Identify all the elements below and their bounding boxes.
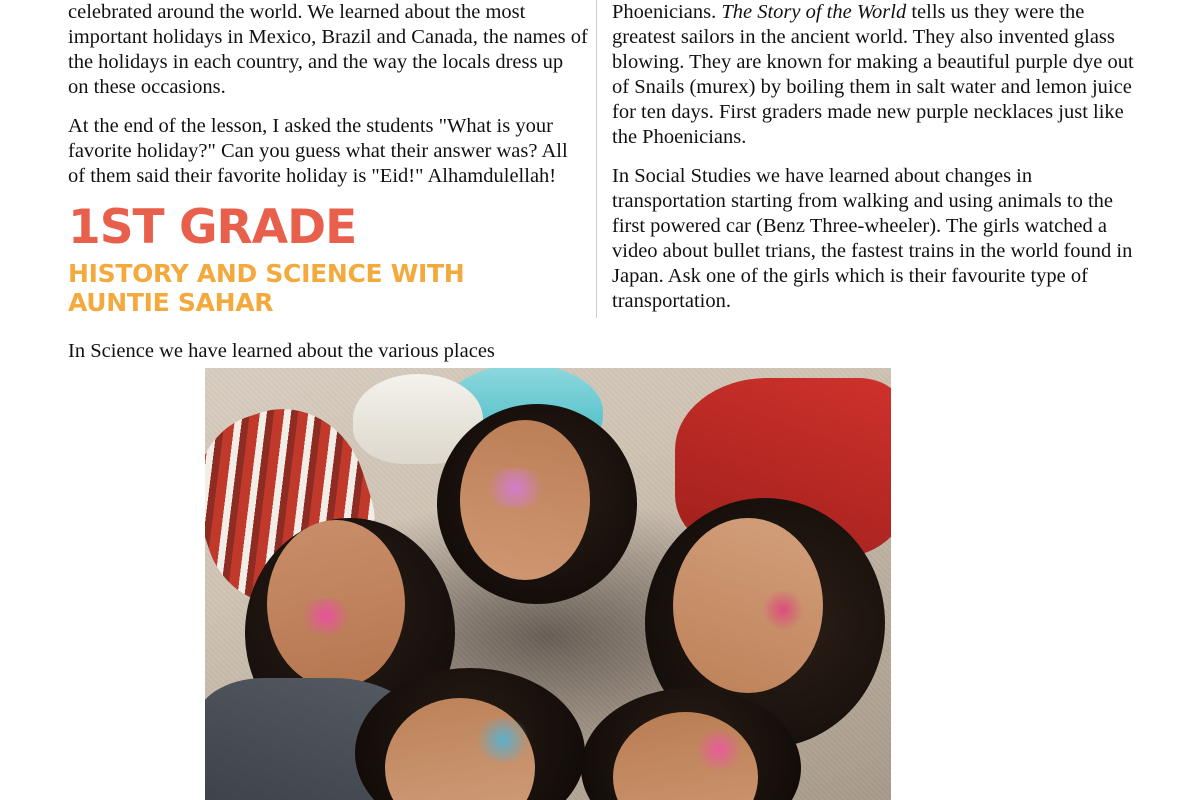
- left-column: [68, 0, 588, 364]
- right-paragraph-1-pre: Phoenicians.: [612, 1, 722, 23]
- left-paragraph-3: In Science we have learned about the various places: [68, 340, 495, 362]
- section-subtitle: HISTORY AND SCIENCE WITH AUNTIE SAHAR: [68, 259, 465, 317]
- face-paint-child-2: [480, 468, 550, 508]
- face-paint-child-5: [693, 730, 745, 770]
- left-paragraph-1: celebrated around the world. We learned about the most important holidays in Mexico, Brazil and Canada, the names of the holidays in each country, and the way the locals dress up on these occasions.: [68, 1, 588, 98]
- right-paragraph-1-post: tells us they were the greatest sailors in the ancient world. They also invented glass blowing. They are known for making a beautiful purple dye out of Snails (murex) by boiling them in salt water and lemon juice for ten days. First graders made new purple necklaces just like the Phoenicians.: [612, 1, 1134, 148]
- book-title: The Story of the World: [721, 1, 907, 23]
- group-photo: [205, 368, 891, 800]
- face-paint-child-3: [761, 590, 805, 630]
- column-divider: [596, 0, 597, 318]
- face-paint-child-1: [297, 598, 355, 634]
- page-title: 1ST GRADE: [68, 200, 357, 255]
- left-paragraph-2: At the end of the lesson, I asked the students "What is your favorite holiday?" Can you guess what their answer was? All of them said their favorite holiday is "Eid!" Alhamdulellah!: [68, 115, 568, 187]
- face-paint-child-4: [473, 718, 533, 762]
- right-paragraph-2: In Social Studies we have learned about changes in transportation starting from walking and using animals to the first powered car (Benz Three-wheeler). The girls watched a video about bullet trians, the fastest trains in the world found in Japan. Ask one of the girls which is their favourite type of transportation.: [612, 165, 1133, 312]
- right-column: [612, 0, 1137, 314]
- right-paragraph-1: [612, 0, 1137, 150]
